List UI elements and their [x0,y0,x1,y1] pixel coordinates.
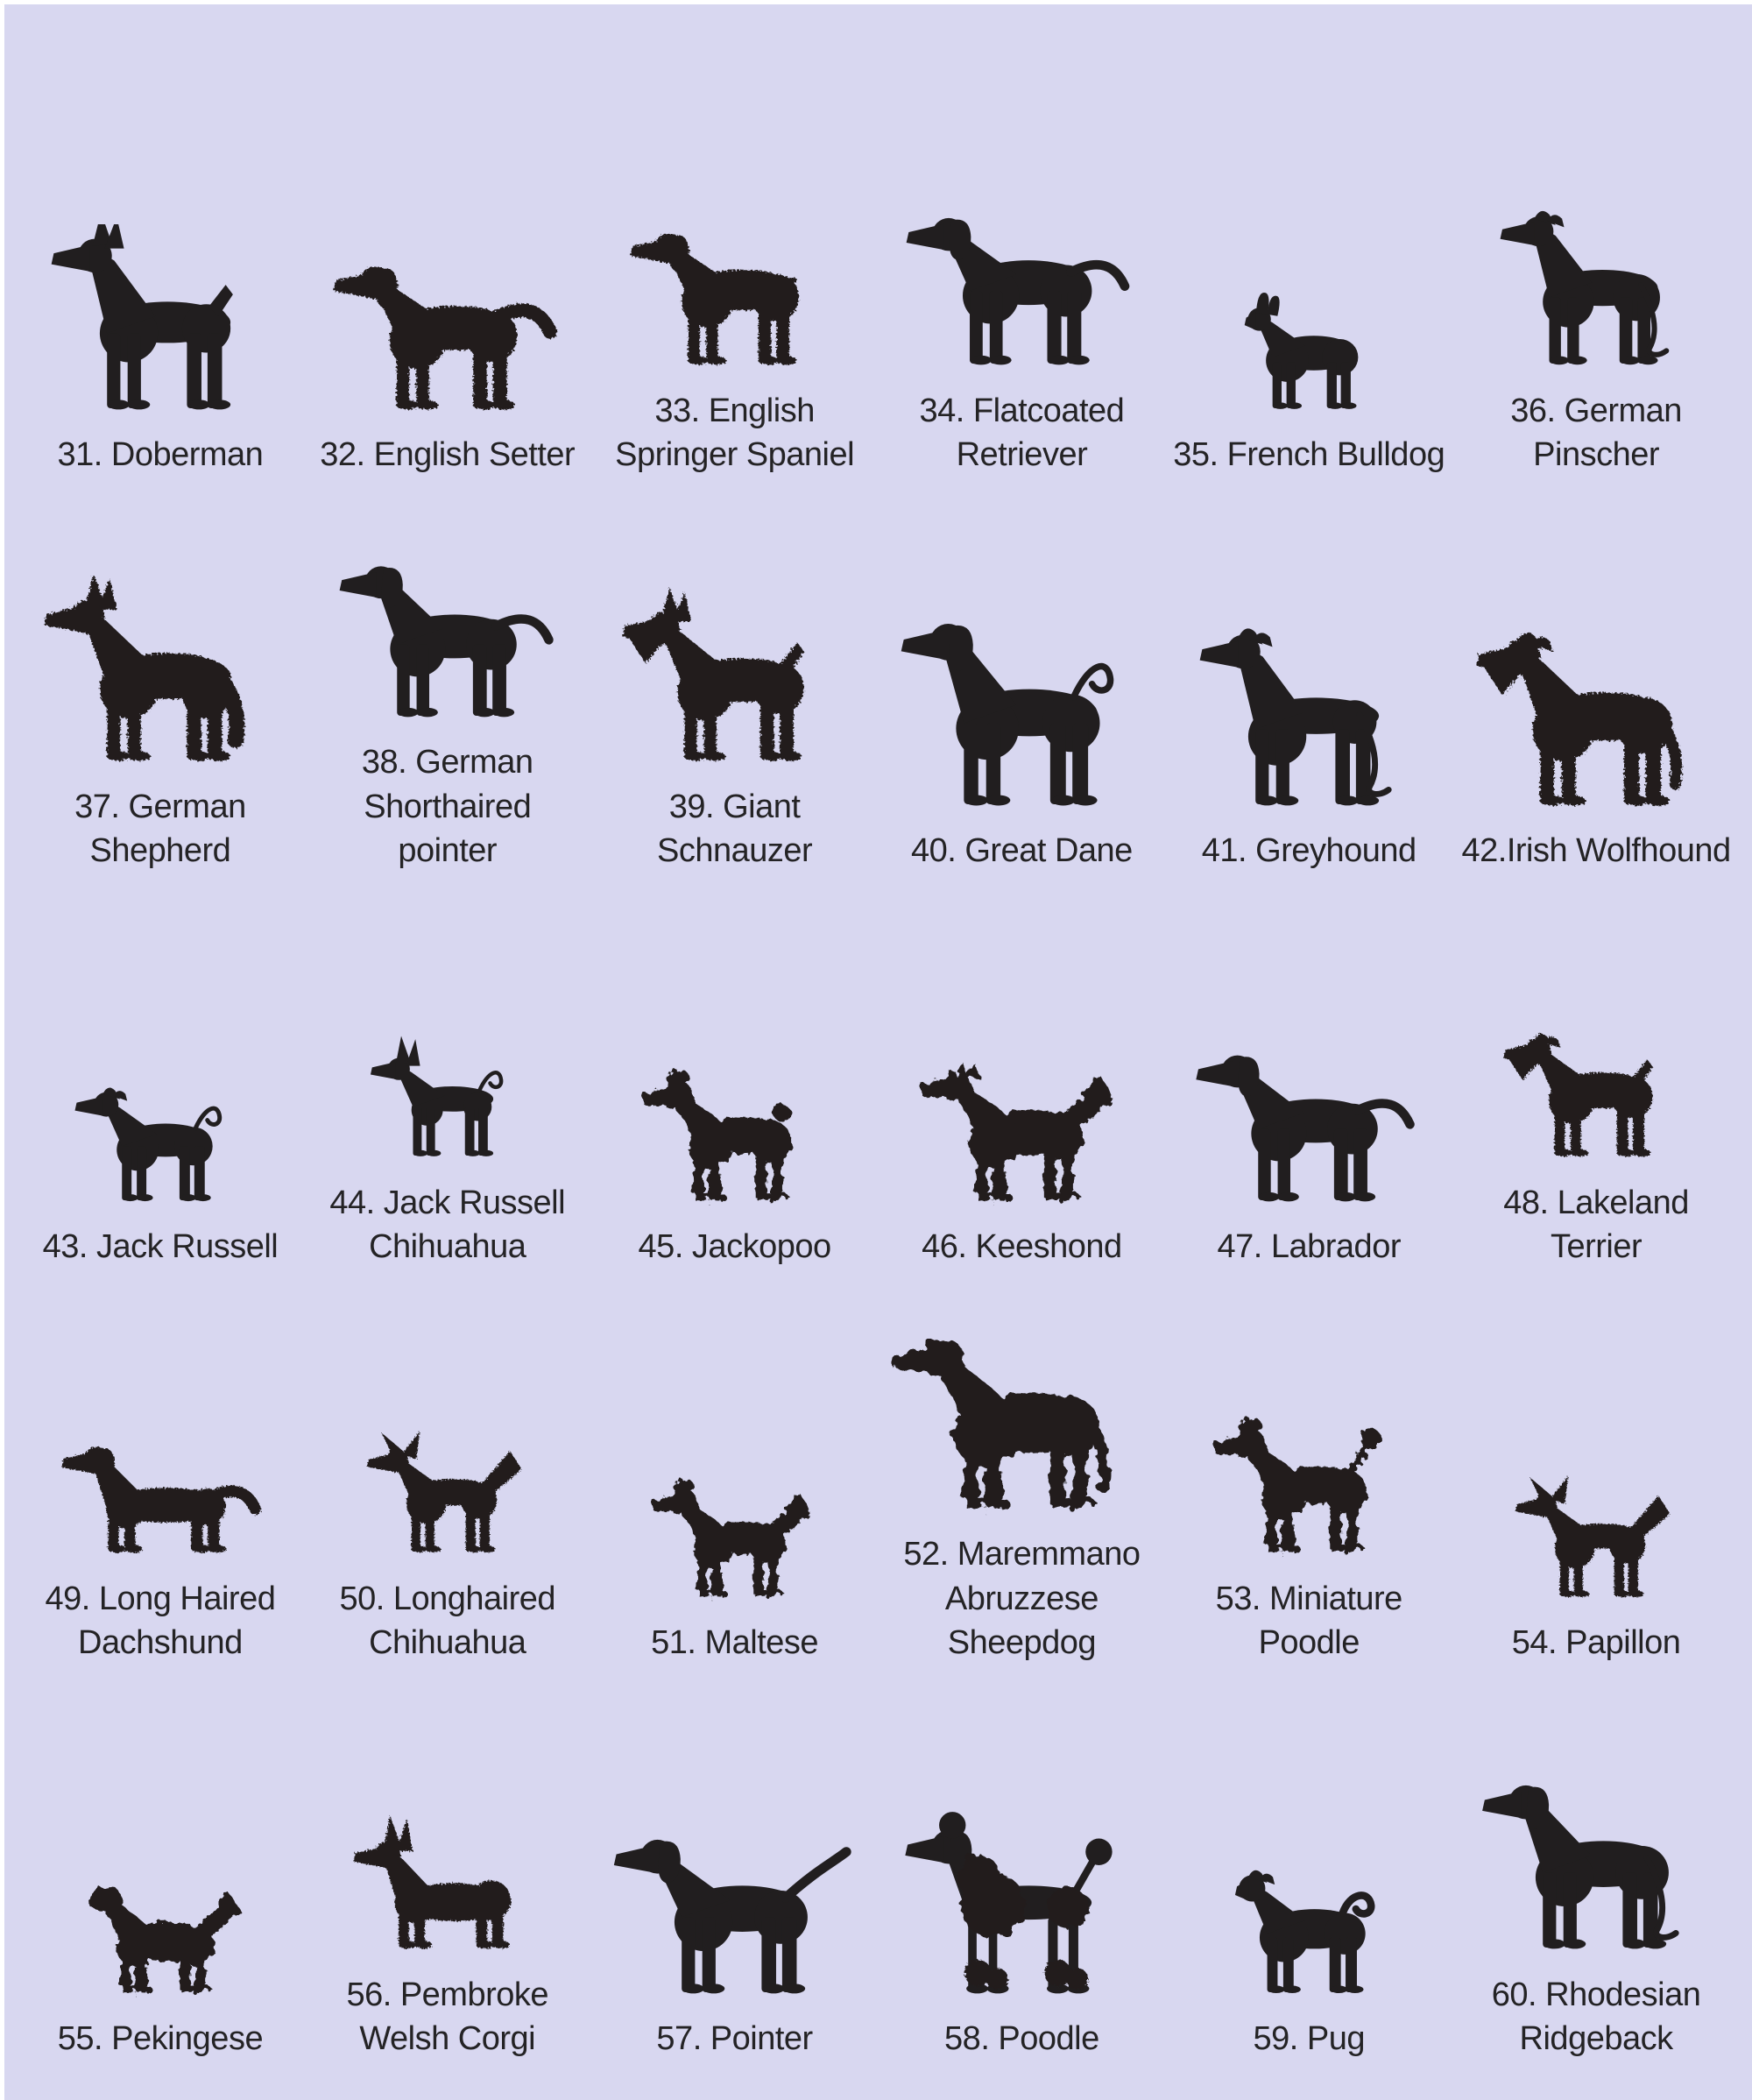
dog-cell-51 [591,1269,879,1665]
jack-russell-chihuahua-silhouette [304,892,591,1170]
jackopoo-silhouette [591,936,879,1214]
german-pinscher-silhouette [1452,100,1740,378]
maremmano-abruzzese-sheepdog-silhouette [879,1269,1166,1522]
pembroke-welsh-corgi-silhouette [304,1684,591,1962]
dog-cell-48 [1452,873,1740,1269]
keeshond-silhouette [879,936,1166,1214]
dog-label: 33. English Springer Spaniel [615,392,855,474]
dog-cell-56 [304,1665,591,2061]
rhodesian-ridgeback-silhouette [1452,1684,1740,1962]
dog-cell-44 [304,873,591,1269]
papillon-silhouette [1452,1332,1740,1610]
dog-cell-60 [1452,1665,1740,2061]
dog-cell-36 [1452,81,1740,477]
dog-label: 42.Irish Wolfhound [1461,832,1731,870]
dog-label: 54. Papillon [1511,1624,1681,1662]
dog-cell-54 [1452,1269,1740,1665]
german-shepherd-silhouette [17,496,304,774]
dog-cell-35 [1165,81,1452,477]
dog-cell-31 [17,81,304,477]
labrador-silhouette [1165,936,1452,1214]
dog-label: 47. Labrador [1217,1228,1401,1266]
dog-label: 32. English Setter [320,436,576,474]
dog-cell-50 [304,1269,591,1665]
dog-cell-46 [879,873,1166,1269]
maltese-silhouette [591,1332,879,1610]
german-shorthaired-pointer-silhouette [304,477,591,730]
miniature-poodle-silhouette [1165,1288,1452,1566]
giant-schnauzer-silhouette [591,496,879,774]
dog-cell-40 [879,477,1166,873]
longhaired-chihuahua-silhouette [304,1288,591,1566]
dog-cell-58 [879,1665,1166,2061]
dog-label: 50. Longhaired Chihuahua [339,1580,556,1662]
long-haired-dachshund-silhouette [17,1288,304,1566]
board [4,4,1752,2061]
dog-label: 56. Pembroke Welsh Corgi [346,1976,549,2058]
pekingese-silhouette [17,1728,304,2006]
great-dane-silhouette [879,540,1166,818]
dog-label: 45. Jackopoo [638,1228,831,1266]
dog-label: 36. German Pinscher [1510,392,1682,474]
dog-cell-43 [17,873,304,1269]
dog-label: 40. Great Dane [910,832,1133,870]
poodle-silhouette [879,1728,1166,2006]
dog-label: 51. Maltese [651,1624,819,1662]
dog-label: 41. Greyhound [1201,832,1416,870]
dog-label: 31. Doberman [57,436,264,474]
pug-silhouette [1165,1728,1452,2006]
dog-label: 39. Giant Schnauzer [656,788,813,870]
dog-label: 55. Pekingese [57,2020,264,2058]
dog-label: 43. Jack Russell [42,1228,279,1266]
dog-label: 49. Long Haired Dachshund [45,1580,276,1662]
dog-label: 60. Rhodesian Ridgeback [1491,1976,1701,2058]
dog-label: 44. Jack Russell Chihuahua [329,1184,566,1266]
dog-label: 59. Pug [1253,2020,1365,2058]
dog-label: 35. French Bulldog [1173,436,1445,474]
dog-label: 48. Lakeland Terrier [1503,1184,1689,1266]
english-springer-spaniel-silhouette [591,100,879,378]
english-setter-silhouette [304,144,591,422]
dog-cell-57 [591,1665,879,2061]
dog-label: 34. Flatcoated Retriever [919,392,1125,474]
dog-label: 46. Keeshond [922,1228,1122,1266]
dog-cell-52 [879,1269,1166,1665]
dog-cell-34 [879,81,1166,477]
dog-cell-59 [1165,1665,1452,2061]
dog-cell-55 [17,1665,304,2061]
flatcoated-retriever-silhouette [879,100,1166,378]
lakeland-terrier-silhouette [1452,892,1740,1170]
dog-cell-38 [304,477,591,873]
irish-wolfhound-silhouette [1452,540,1740,818]
dog-cell-41 [1165,477,1452,873]
dog-cell-37 [17,477,304,873]
dog-label: 52. Maremmano Abruzzese Sheepdog [903,1536,1141,1662]
jack-russell-silhouette [17,936,304,1214]
dog-label: 38. German Shorthaired pointer [361,744,533,870]
dog-cell-39 [591,477,879,873]
greyhound-silhouette [1165,540,1452,818]
pointer-silhouette [591,1728,879,2006]
dog-label: 57. Pointer [656,2020,813,2058]
french-bulldog-silhouette [1165,144,1452,422]
dog-cell-42 [1452,477,1740,873]
dog-cell-47 [1165,873,1452,1269]
dog-label: 53. Miniature Poodle [1215,1580,1402,1662]
dog-cell-33 [591,81,879,477]
dog-label: 37. German Shepherd [74,788,246,870]
dog-cell-53 [1165,1269,1452,1665]
doberman-silhouette [17,144,304,422]
dog-cell-32 [304,81,591,477]
dog-cell-49 [17,1269,304,1665]
dog-cell-45 [591,873,879,1269]
dog-label: 58. Poodle [944,2020,1099,2058]
